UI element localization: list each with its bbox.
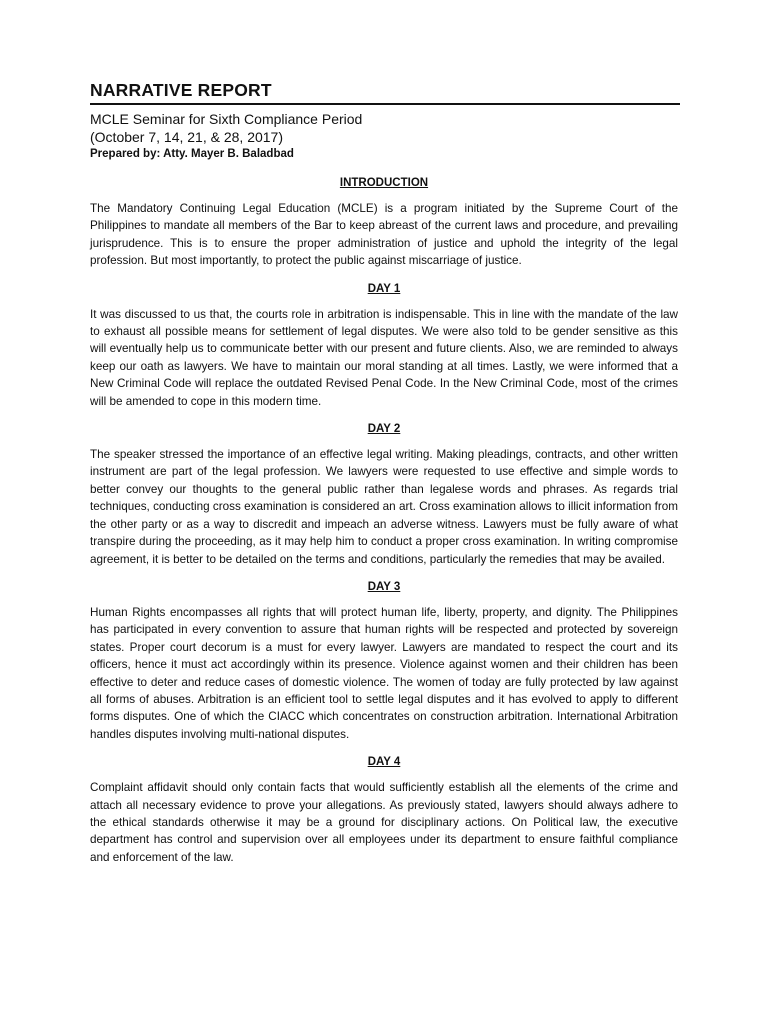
- subtitle-seminar: MCLE Seminar for Sixth Compliance Period: [90, 111, 363, 127]
- section-text-day-2: The speaker stressed the importance of an effective legal writing. Making pleadings, contracts, and other written instrument are part of the legal profession. We lawyers were requested to use effective and simple words to better convey our thoughts to the general public rather than legalese words and phrases. As regards trial techniques, conducting cross examination is considered an art. Cross examination allows to illicit information from the other party or as a way to discredit and impeach an adverse witness. Lawyers must be fully aware of what transpire during the proceeding, as it may help him to conduct a proper cross examination. In writing compromise agreement, it is better to be detailed on the terms and conditions, particularly the remedies that may be availed.: [90, 448, 678, 566]
- subtitle-dates: (October 7, 14, 21, & 28, 2017): [90, 129, 284, 145]
- document-subtitle: [90, 110, 680, 146]
- section-heading-day-1: DAY 1: [367, 282, 401, 295]
- section-text-introduction: The Mandatory Continuing Legal Education (MCLE) is a program initiated by the Supreme Court of the Philippines to mandate all members of the Bar to keep abreast of the current laws and procedure, and prevailing jurisprudence. This is to ensure the proper administration of justice and uphold the integrity of the legal profession. But most importantly, to protect the public against miscarriage of justice.: [90, 202, 678, 268]
- section-heading-day-3: DAY 3: [367, 580, 401, 593]
- document-title: NARRATIVE REPORT: [90, 80, 680, 105]
- prepared-by: [90, 148, 680, 160]
- section-heading-day-2: DAY 2: [367, 423, 401, 436]
- document-body: [90, 176, 678, 878]
- section-text-day-4: Complaint affidavit should only contain facts that would sufficiently establish all the elements of the crime and attach all necessary evidence to prove your allegations. As previously stated, lawyers should always adhere to the ethical standards otherwise it may be a ground for disciplinary actions. On Political law, the executive department has control and supervision over all employees under its department to ensure faithful compliance and enforcement of the law.: [90, 781, 678, 864]
- section-text-day-3: Human Rights encompasses all rights that will protect human life, liberty, property, and dignity. The Philippines has participated in every convention to assure that human rights will be respected and protected by sovereign states. Proper court decorum is a must for every lawyer. Lawyers are mandated to respect the court and its officers, hence it must act accordingly within its presence. Violence against women and their children has been effective to deter and reduce cases of domestic violence. The women of today are fully protected by law against all forms of abuses. Arbitration is an efficient tool to settle legal disputes and it has evolved to apply to different forms disputes. One of which the CIACC which concentrates on construction arbitration. International Arbitration handles disputes involving multi-national disputes.: [90, 605, 678, 741]
- document-header: [90, 80, 680, 160]
- section-heading-introduction: INTRODUCTION: [339, 177, 429, 189]
- section-text-day-1: It was discussed to us that, the courts role in arbitration is indispensable. This in line with the mandate of the law to exhaust all possible means for settlement of legal disputes. We were also told to be gender sensitive as this will eventually help us to communicate better with our present and future clients. Also, we are reminded to always keep our oath as lawyers. We have to maintain our moral standing at all times. Lastly, we were informed that a New Criminal Code will replace the outdated Revised Penal Code. In the New Criminal Code, most of the crimes will be amended to cope in this modern time.: [90, 307, 678, 408]
- section-heading-day-4: DAY 4: [367, 756, 401, 769]
- prepared-name: Atty. Mayer B. Baladbad: [163, 148, 294, 160]
- prepared-label: Prepared by:: [90, 148, 161, 160]
